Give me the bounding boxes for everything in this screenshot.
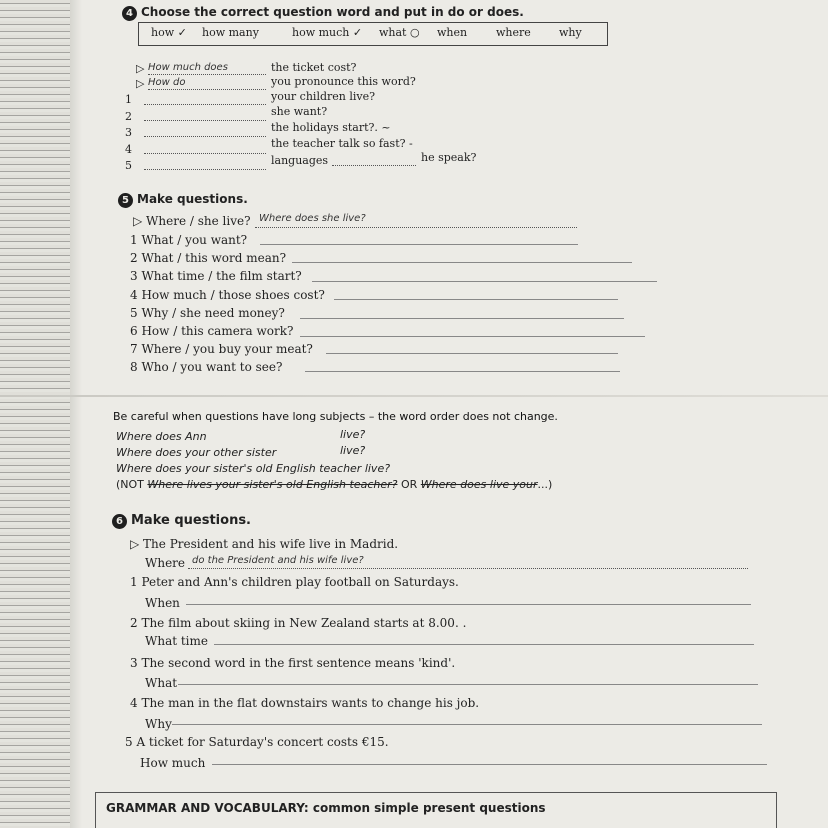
ex5-item-4: 4 How much / those shoes cost? bbox=[130, 288, 325, 302]
exercise-5-number: 5 bbox=[118, 193, 133, 208]
ex6-item-2-starter: What time bbox=[145, 634, 208, 648]
answer-line bbox=[188, 568, 748, 569]
note-suffix: ...) bbox=[537, 478, 553, 491]
ex6-example-starter: Where bbox=[145, 556, 186, 570]
ex4-item-5-text: languages bbox=[271, 154, 329, 167]
example-mark: ▷ bbox=[136, 62, 145, 75]
answer-line[interactable] bbox=[326, 353, 618, 354]
word-why: why bbox=[559, 26, 582, 39]
ex6-item-2-statement: 2 The film about skiing in New Zealand starts at 8.00. . bbox=[130, 616, 467, 630]
answer-line[interactable] bbox=[144, 153, 266, 154]
note-row-1-right: live? bbox=[340, 428, 366, 441]
answer-line[interactable] bbox=[260, 244, 578, 245]
exercise-4-title bbox=[122, 5, 524, 21]
footer-title: GRAMMAR AND VOCABULARY: common simple present questions bbox=[106, 801, 546, 815]
ex4-example1-text: the ticket cost? bbox=[271, 61, 357, 74]
answer-line[interactable] bbox=[172, 724, 762, 725]
note-or: OR bbox=[400, 478, 418, 491]
answer-line[interactable] bbox=[144, 136, 266, 137]
ex4-item-5-num: 5 bbox=[125, 159, 132, 172]
word-where: where bbox=[496, 26, 531, 39]
note-heading: Be careful when questions have long subjects – the word order does not change. bbox=[113, 410, 558, 423]
answer-line[interactable] bbox=[144, 120, 266, 121]
ex6-item-4-statement: 4 The man in the flat downstairs wants to change his job. bbox=[130, 696, 480, 710]
answer-line[interactable] bbox=[144, 104, 266, 105]
ex5-example-prompt: ▷ Where / she live? bbox=[133, 214, 251, 228]
note-strike-1: Where lives your sister's old English teacher? bbox=[147, 478, 398, 491]
ex6-item-3-starter: What bbox=[145, 676, 178, 690]
ex5-item-7: 7 Where / you buy your meat? bbox=[130, 342, 313, 356]
exercise-5-title bbox=[118, 192, 248, 208]
word-how-much: how much ✓ bbox=[292, 26, 363, 39]
answer-line[interactable] bbox=[300, 336, 645, 337]
ex4-item-2-num: 2 bbox=[125, 110, 132, 123]
answer-line[interactable] bbox=[144, 169, 266, 170]
ex4-item-5-text2: he speak? bbox=[421, 151, 477, 164]
page-fold bbox=[0, 395, 828, 397]
note-line-4 bbox=[116, 478, 552, 491]
word-how: how ✓ bbox=[151, 26, 187, 39]
ex4-item-1-num: 1 bbox=[125, 93, 132, 106]
note-strike-2: Where does live your bbox=[420, 478, 538, 491]
ex5-item-5: 5 Why / she need money? bbox=[130, 306, 285, 320]
answer-line bbox=[148, 74, 266, 75]
answer-line[interactable] bbox=[300, 318, 624, 319]
answer-line[interactable] bbox=[334, 299, 618, 300]
answer-line[interactable] bbox=[212, 764, 767, 765]
answer-line[interactable] bbox=[312, 281, 657, 282]
ex4-item-2-text: she want? bbox=[271, 105, 328, 118]
word-box bbox=[138, 22, 608, 46]
ex6-item-1-statement: 1 Peter and Ann's children play football on Saturdays. bbox=[130, 575, 459, 589]
ex5-item-8: 8 Who / you want to see? bbox=[130, 360, 283, 374]
answer-line bbox=[148, 89, 266, 90]
note-row-2-left: Where does your other sister bbox=[116, 446, 277, 459]
ex4-item-3-num: 3 bbox=[125, 126, 132, 139]
spiral-binding bbox=[0, 0, 70, 828]
answer-line[interactable] bbox=[214, 644, 754, 645]
ex5-example-answer: Where does she live? bbox=[259, 213, 366, 224]
word-what: what ○ bbox=[379, 26, 420, 39]
ex6-item-4-starter: Why bbox=[145, 717, 172, 731]
ex6-item-1-starter: When bbox=[145, 596, 180, 610]
exercise-6-title-text: Make questions. bbox=[131, 513, 251, 528]
exercise-6-number: 6 bbox=[112, 514, 127, 529]
ex5-item-2: 2 What / this word mean? bbox=[130, 251, 287, 265]
ex6-item-5-starter: How much bbox=[140, 756, 206, 770]
exercise-4-title-text: Choose the correct question word and put in do or does. bbox=[141, 5, 524, 19]
ex4-example2-answer: How do bbox=[148, 77, 186, 88]
word-how-many: how many bbox=[202, 26, 259, 39]
note-line-3: Where does your sister's old English teacher live? bbox=[116, 462, 391, 475]
ex5-item-3: 3 What time / the film start? bbox=[130, 269, 302, 283]
answer-line bbox=[255, 227, 577, 228]
ex4-example1-answer: How much does bbox=[148, 62, 228, 73]
word-when: when bbox=[437, 26, 468, 39]
ex4-item-1-text: your children live? bbox=[271, 90, 376, 103]
ex5-item-6: 6 How / this camera work? bbox=[130, 324, 294, 338]
note-row-1-left: Where does Ann bbox=[116, 430, 207, 443]
answer-line[interactable] bbox=[186, 604, 751, 605]
note-row-2-right: live? bbox=[340, 444, 366, 457]
ex6-example-statement: ▷ The President and his wife live in Madrid. bbox=[130, 537, 399, 551]
binding-shadow bbox=[70, 0, 82, 828]
ex5-item-1: 1 What / you want? bbox=[130, 233, 248, 247]
ex4-item-3-text: the holidays start?. ~ bbox=[271, 121, 391, 134]
exercise-6-title bbox=[112, 513, 251, 529]
answer-line[interactable] bbox=[292, 262, 632, 263]
ex6-example-answer: do the President and his wife live? bbox=[192, 555, 364, 566]
ex4-item-4-num: 4 bbox=[125, 143, 132, 156]
ex6-item-3-statement: 3 The second word in the first sentence means 'kind'. bbox=[130, 656, 456, 670]
answer-line[interactable] bbox=[332, 165, 416, 166]
ex6-item-5-statement: 5 A ticket for Saturday's concert costs €15. bbox=[125, 735, 389, 749]
ex4-item-4-text: the teacher talk so fast? - bbox=[271, 137, 413, 150]
exercise-4-number: 4 bbox=[122, 6, 137, 21]
ex4-example2-text: you pronounce this word? bbox=[271, 75, 416, 88]
answer-line[interactable] bbox=[305, 371, 620, 372]
exercise-5-title-text: Make questions. bbox=[137, 192, 248, 206]
answer-line[interactable] bbox=[178, 684, 758, 685]
worksheet-page: 4 Choose the correct question word and put in do or does. how ✓ how many how much ✓ what ○ when where why ▷ How much does the ticket cost? ▷ How do you pronounce this word? 1 your children live? 2 she want? 3 the holidays start?. ~ 4 the teacher talk so fast? - 5 languages he speak? 5 Make questions. ▷ Where / she live? Where does she live? 1 What / you want? 2 What / this word mean? 3 What time / the film start? 4 How much / those shoes cost? 5 Why / she need money? 6 How / this camera work? 7 Where / you buy your meat? 8 Who / you want to see? Be careful when questions have long subjects – the word order does not change. Where does Ann live? Where does your other sister live? Where does your sister's old English teacher live? (NOT Where lives your sister's old English teacher? OR Where does live your...) 6 Make questions. ▷ The President and his wife live in Madrid. Where do the President and his wife live? 1 Peter and Ann's children play football on Saturdays. When 2 The film about skiing in New Zealand starts at 8.00. . What time 3 The second word in the first sentence means 'kind'. What 4 The man in the flat downstairs wants to change his job. Why 5 A ticket for Saturday's concert costs €15. How much GRAMMAR AND VOCABULARY: common simple present questions bbox=[0, 0, 828, 828]
note-not: (NOT bbox=[116, 478, 144, 491]
footer-box bbox=[95, 792, 777, 828]
